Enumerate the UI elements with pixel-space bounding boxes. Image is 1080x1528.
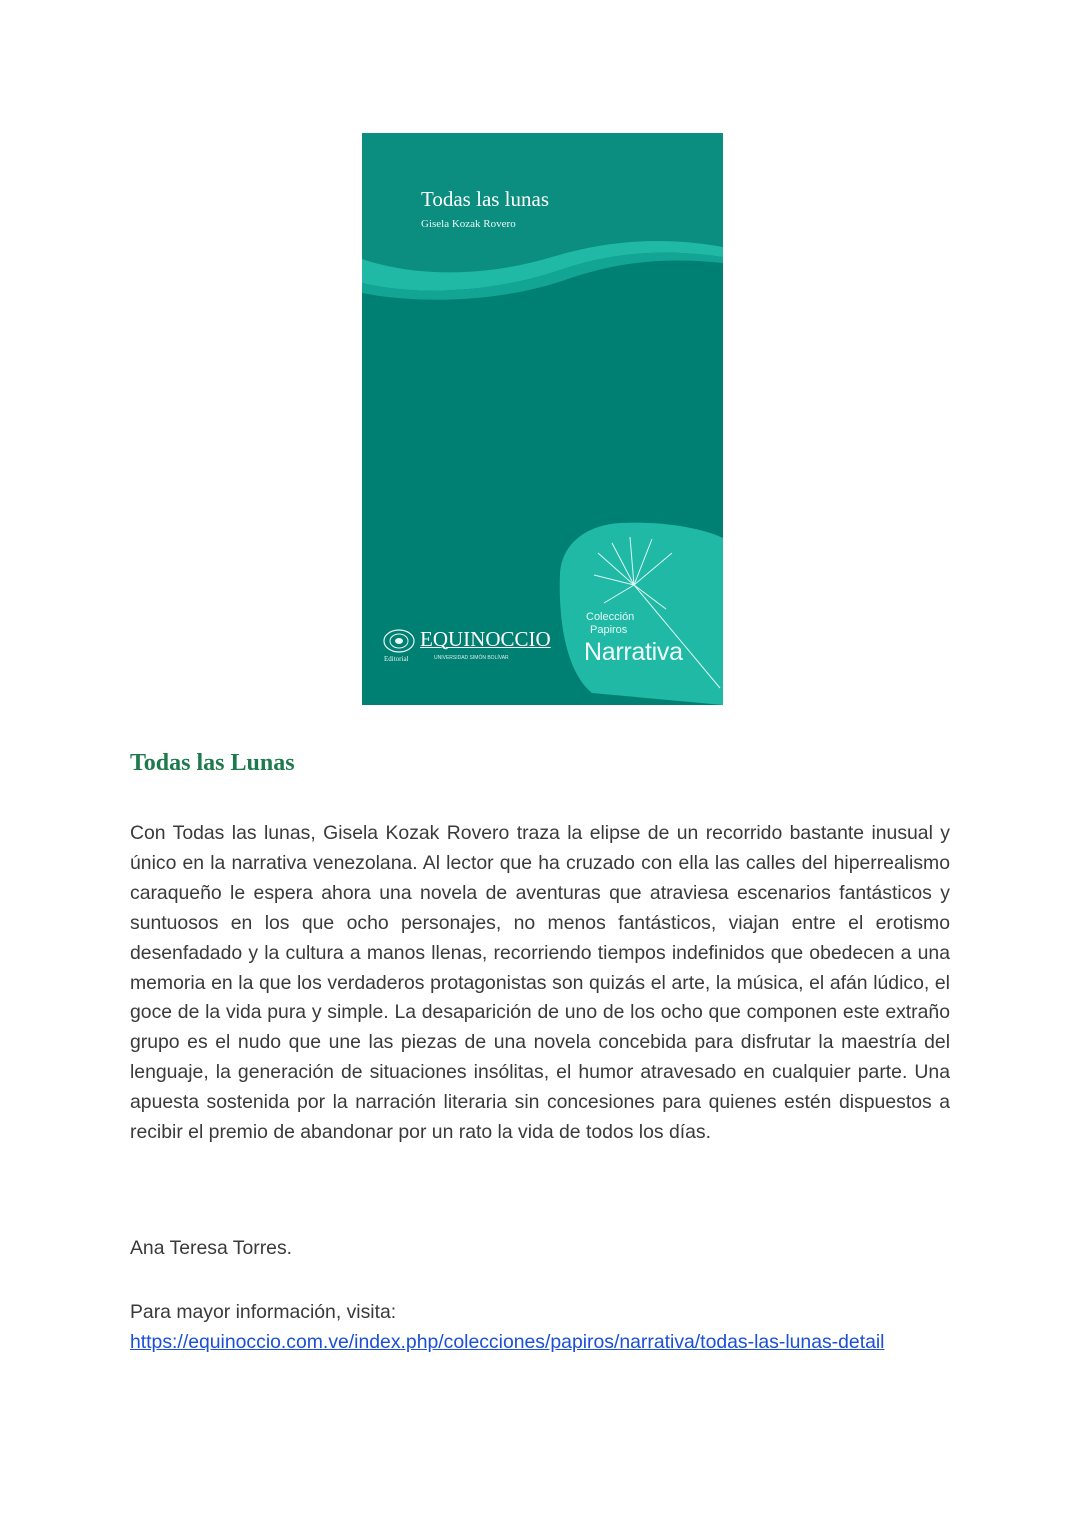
- collection-name: Narrativa: [584, 638, 683, 666]
- book-description: Con Todas las lunas, Gisela Kozak Rovero traza la elipse de un recorrido bastante inusual y único en la narrativa venezolana. Al lector que ha cruzado con ella las calles del hiperrealismo caraqueño le espera ahora una novela de aventuras que atraviesa escenarios fantásticos y suntuosos en los que ocho personajes, no menos fantásticos, viajan entre el erotismo desenfadado y la cultura a manos llenas, recorriendo tiempos indefinidos que obedecen a una memoria en la que los verdaderos protagonistas son quizás el arte, la música, el afán lúdico, el goce de la vida pura y simple. La desaparición de uno de los ocho que componen este extraño grupo es el nudo que une las piezas de una novela concebida para disfrutar la maestría del lenguaje, la generación de situaciones insólitas, el humor atravesado en cualquier parte. Una apuesta sostenida por la narración literaria sin concesiones para quienes estén dispuestos a recibir el premio de abandonar por un rato la vida de todos los días.: [130, 822, 950, 1144]
- publisher-subtitle: UNIVERSIDAD SIMÓN BOLÍVAR: [434, 655, 509, 661]
- cover-artwork: [362, 133, 723, 705]
- book-cover: [362, 133, 723, 705]
- book-heading: Todas las Lunas: [130, 750, 295, 776]
- cover-title: Todas las lunas: [421, 187, 550, 211]
- collection-leaf-shape: [560, 523, 723, 705]
- more-info-label: Para mayor información, visita:: [130, 1301, 397, 1323]
- publisher-logo-icon: [382, 627, 416, 653]
- cover-author: Gisela Kozak Rovero: [421, 218, 516, 230]
- collection-series: Papiros: [590, 624, 628, 636]
- collection-label: Colección: [586, 611, 635, 623]
- more-info-link[interactable]: https://equinoccio.com.ve/index.php/colecciones/papiros/narrativa/todas-las-lunas-detail: [130, 1331, 885, 1353]
- more-info: [130, 1297, 960, 1357]
- publisher-name: EQUINOCCIO: [420, 627, 551, 651]
- publisher-label: Editorial: [384, 655, 409, 663]
- review-signature: Ana Teresa Torres.: [130, 1237, 293, 1259]
